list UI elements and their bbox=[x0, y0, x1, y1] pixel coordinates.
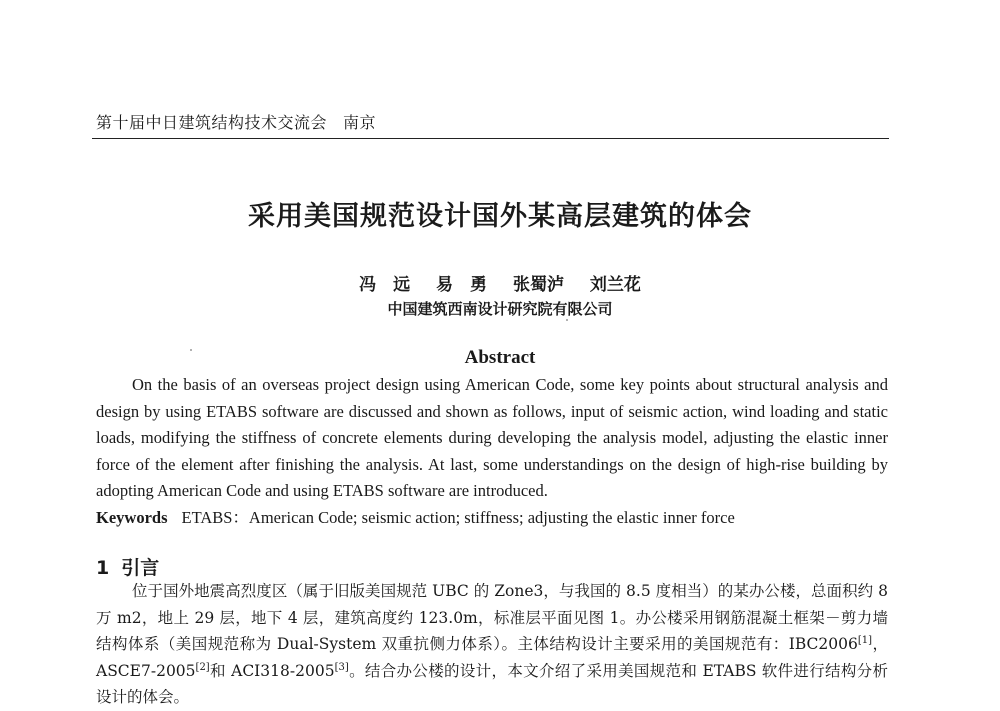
author: 易 勇 bbox=[436, 275, 488, 295]
keywords-line bbox=[96, 504, 888, 528]
intro-text: ，ASCE7-2005 bbox=[96, 635, 888, 680]
running-header bbox=[96, 110, 376, 133]
section-title: 引言 bbox=[121, 557, 160, 579]
abstract-body: On the basis of an overseas project design using American Code, some key points about structural analysis and design by using ETABS software are discussed and shown as follows, input of seismic action, wind loading and static loads, modifying the stiffness of concrete elements during developing the analysis model, adjusting the elastic inner force of the element after finishing the analysis. At last, some understandings on the design of high-rise building by adopting American Code and using ETABS software are introduced. bbox=[96, 375, 888, 500]
affiliation: 中国建筑西南设计研究院有限公司 bbox=[387, 300, 613, 318]
author-list bbox=[0, 270, 1000, 295]
paper-title: 采用美国规范设计国外某高层建筑的体会 bbox=[248, 201, 752, 232]
keywords-text: ETABS：American Code; seismic action; stiffness; adjusting the elastic inner force bbox=[181, 508, 735, 527]
citation-ref: [3] bbox=[334, 661, 349, 673]
author: 冯 远 bbox=[359, 275, 411, 295]
keywords-label: Keywords bbox=[96, 508, 168, 527]
scan-speck bbox=[190, 349, 192, 351]
citation-ref: [1] bbox=[857, 634, 873, 646]
section-heading bbox=[96, 553, 159, 580]
intro-paragraph bbox=[96, 578, 888, 711]
scan-speck bbox=[566, 319, 568, 321]
conference-name: 第十届中日建筑结构技术交流会 bbox=[96, 113, 328, 132]
citation-ref: [2] bbox=[195, 661, 210, 673]
intro-text: 位于国外地震高烈度区（属于旧版美国规范 UBC 的 Zone3，与我国的 8.5 度相当）的某办公楼，总面积约 8 万 m2，地上 29 层，地下 4 层，建筑高度约 123.0m，标准层平面见图 1。办公楼采用钢筋混凝土框架－剪力墙结构体系（美国规范称为 Dual-System 双重抗侧力体系）。主体结构设计主要采用的美国规范有：IBC2006 bbox=[96, 582, 888, 653]
intro-text: 和 ACI318-2005 bbox=[209, 661, 335, 680]
section-number: 1 bbox=[96, 557, 110, 579]
author: 刘兰花 bbox=[589, 275, 641, 295]
abstract-heading: Abstract bbox=[464, 347, 536, 368]
conference-venue: 南京 bbox=[343, 113, 377, 132]
header-rule bbox=[92, 138, 889, 139]
intro-text: 。结合办公楼的设计，本文介绍了采用美国规范和 ETABS 软件进行结构分析设计的体会。 bbox=[96, 661, 888, 706]
author: 张蜀泸 bbox=[512, 275, 564, 295]
